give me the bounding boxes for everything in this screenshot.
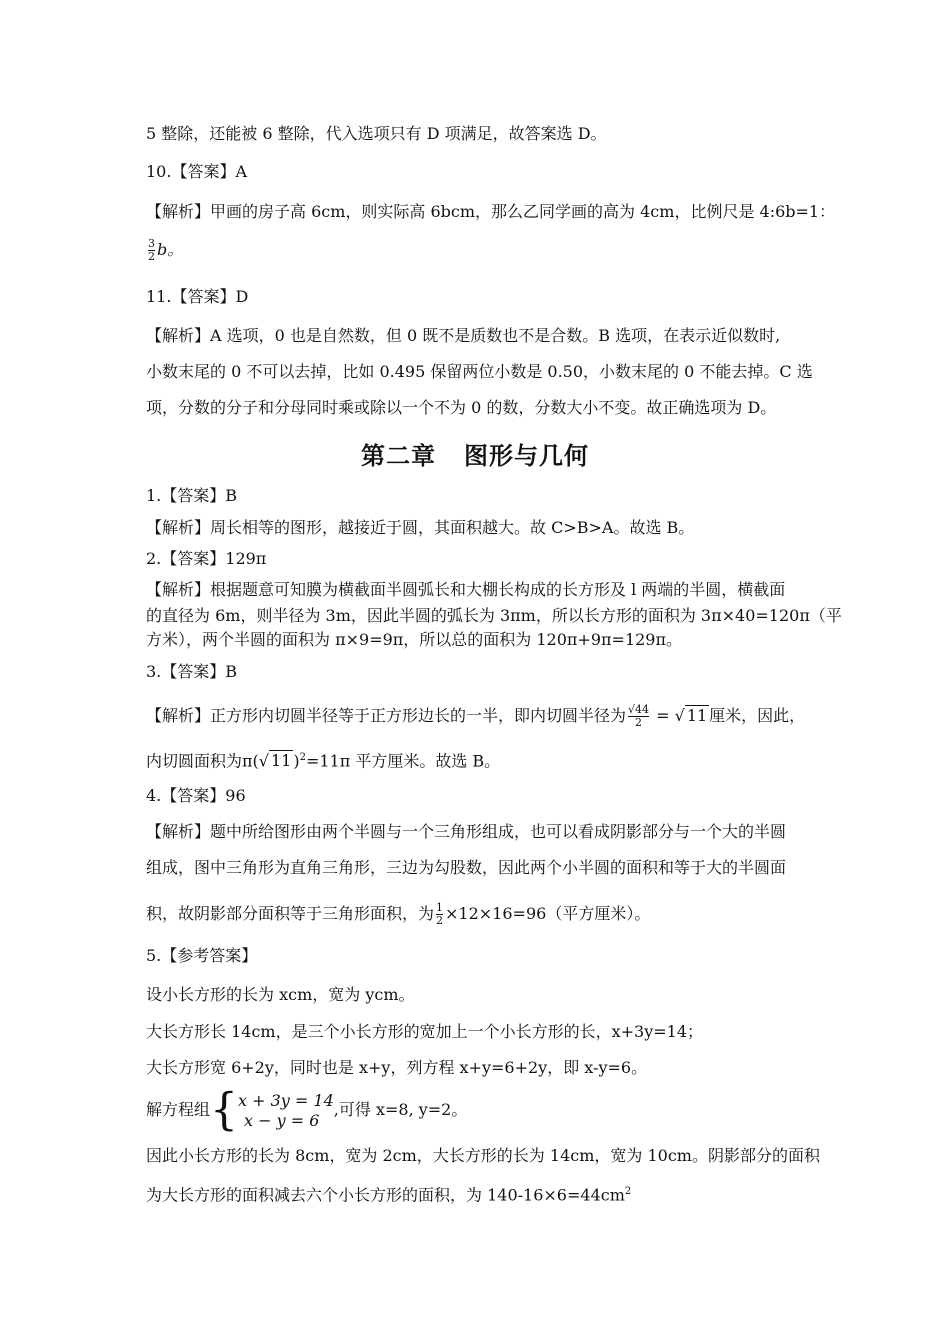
equation-system: 解方程组{ x + 3y = 14 x − y = 6 ,可得 x=8, y=2。 [146, 1084, 468, 1136]
answer-2: 2.【答案】129π [146, 549, 267, 568]
text-line: 为大长方形的面积减去六个小长方形的面积，为 $140-16\times 6=44cm^2$ [146, 1185, 632, 1205]
answer-10: 10.【答案】A [146, 162, 248, 181]
text-line: 【解析】正方形内切圆半径等于正方形边长的一半，即内切圆半径为 $\frac{√44}{2}$ = √ 11 厘米，因此， [146, 703, 806, 729]
text-line: 大长方形宽 6+2y，同时也是 x+y，列方程 x+y=6+2y，即 x-y=6。 [146, 1058, 648, 1077]
answer-3: 3.【答案】B [146, 662, 238, 681]
fraction: $\frac{3}{2}$ [148, 237, 155, 263]
answer-1: 1.【答案】B [146, 486, 238, 505]
fraction: $\frac{√44}{2}$ [628, 703, 650, 729]
answer-11: 11.【答案】D [146, 287, 249, 306]
text-line: 内切圆面积为π(√ 11 )$^2$=11π 平方厘米。故选 B。 [146, 751, 501, 771]
text-line: 设小长方形的长为 xcm，宽为 ycm。 [146, 985, 415, 1004]
answer-4: 4.【答案】96 [146, 786, 246, 805]
text-line: 【解析】根据题意可知膜为横截面半圆弧长和大棚长构成的长方形及 l 两端的半圆，横截面 [146, 580, 786, 599]
text-line: $\frac{3}{2}$ b。 [148, 237, 184, 263]
text-line: 【解析】A 选项，0 也是自然数，但 0 既不是质数也不是合数。B 选项，在表示近似数时, [146, 326, 781, 345]
text-line: 小数末尾的 0 不可以去掉，比如 0.495 保留两位小数是 0.50，小数末尾的 0 不能去掉。C 选 [146, 362, 813, 381]
chapter-title: 第二章 图形与几何 [361, 442, 589, 470]
text-line: 积，故阴影部分面积等于三角形面积，为 $\frac{1}{2}$ ×12×16=96（平方厘米）。 [146, 901, 651, 927]
text-line: 5 整除，还能被 6 整除，代入选项只有 D 项满足，故答案选 D。 [146, 124, 607, 143]
answer-5: 5.【参考答案】 [146, 946, 258, 965]
text-line: 【解析】周长相等的图形，越接近于圆，其面积越大。故 C>B>A。故选 B。 [146, 518, 695, 537]
text-line: 【解析】甲画的房子高 6cm，则实际高 6bcm，那么乙同学画的高为 4cm，比例尺是 4:6b=1： [146, 202, 836, 221]
text-line: 【解析】题中所给图形由两个半圆与一个三角形组成，也可以看成阴影部分与一个大的半圆 [146, 822, 787, 841]
text-line: 因此小长方形的长为 8cm，宽为 2cm，大长方形的长为 14cm，宽为 10cm。阴影部分的面积 [146, 1146, 820, 1165]
fraction: $\frac{1}{2}$ [436, 901, 444, 927]
text-line: 项，分数的分子和分母同时乘或除以一个不为 0 的数，分数大小不变。故正确选项为 D。 [146, 398, 777, 417]
text-line: 组成，图中三角形为直角三角形，三边为勾股数，因此两个小半圆的面积和等于大的半圆面 [146, 858, 787, 877]
text-line: 大长方形长 14cm，是三个小长方形的宽加上一个小长方形的长，x+3y=14； [146, 1022, 703, 1041]
text-line: 的直径为 6m，则半径为 3m，因此半圆的弧长为 3πm，所以长方形的面积为 3π×40=120π（平 [146, 606, 842, 625]
text-line: 方米），两个半圆的面积为 π×9=9π，所以总的面积为 120π+9π=129π。 [146, 630, 682, 649]
